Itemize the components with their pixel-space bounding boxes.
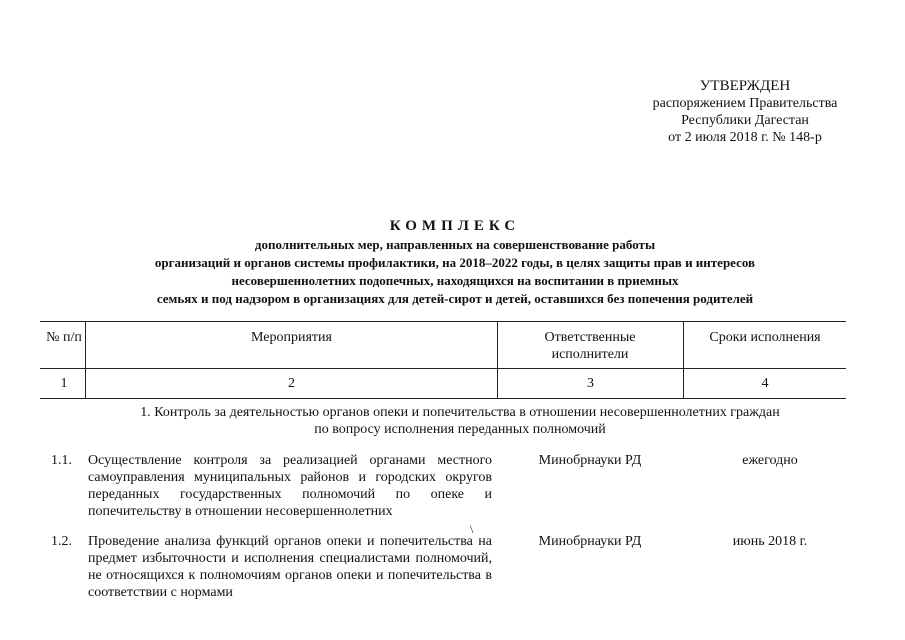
item-number: 1.1.: [51, 453, 72, 468]
approval-line-3: Республики Дагестан: [681, 113, 809, 128]
title-main: КОМПЛЕКС: [389, 218, 521, 234]
header-executors: Ответственные исполнители: [544, 330, 636, 362]
col-number-4: 4: [761, 376, 769, 391]
section-heading-line-1: 1. Контроль за деятельностью органов опеки и попечительства в отношении несовершеннолетних граждан: [140, 405, 780, 420]
item-text: Проведение анализа функций органов опеки и попечительства на предмет избыточности и исполнения специалистами полномочий, не относящихся к полномочиям органов опеки и попечительства в соответствии с нормами: [88, 534, 492, 600]
col-number-2: 2: [288, 376, 295, 391]
approval-line-4: от 2 июля 2018 г. № 148-р: [668, 130, 822, 145]
approval-block: [620, 78, 870, 146]
header-action: Мероприятия: [251, 330, 332, 345]
item-executor: Минобрнауки РД: [538, 534, 642, 549]
table-top-border: [40, 321, 846, 322]
col-number-3: 3: [587, 376, 594, 391]
header-num: № п/п: [46, 330, 82, 345]
section-heading: [80, 404, 840, 438]
table-header-divider: [40, 368, 846, 369]
col-number-1: 1: [60, 376, 68, 391]
table-numbers-divider: [40, 398, 846, 399]
title-sub-2: организаций и органов системы профилактики, на 2018–2022 годы, в целях защиты прав и интересов: [154, 255, 756, 270]
stray-mark: \: [470, 522, 474, 536]
item-number: 1.2.: [51, 534, 72, 549]
item-text: Осуществление контроля за реализацией органами местного самоуправления муниципальных районов и городских округов переданных государственных полномочий по опеке и попечительству в отношении несовершеннолетних: [88, 453, 492, 519]
approval-title: УТВЕРЖДЕН: [699, 78, 791, 94]
title-sub-1: дополнительных мер, направленных на совершенствование работы: [254, 237, 656, 252]
approval-line-2: распоряжением Правительства: [652, 96, 838, 111]
document-title: [40, 216, 870, 308]
title-sub-3: несовершеннолетних подопечных, находящихся на воспитании в приемных: [231, 273, 679, 288]
item-deadline: июнь 2018 г.: [732, 534, 808, 549]
item-executor: Минобрнауки РД: [538, 453, 642, 468]
title-sub-4: семьях и под надзором в организациях для детей-сирот и детей, оставшихся без попечения родителей: [156, 291, 754, 306]
item-deadline: ежегодно: [742, 453, 798, 468]
section-heading-line-2: по вопросу исполнения переданных полномочий: [314, 422, 606, 437]
header-deadline: Сроки исполнения: [709, 330, 821, 345]
